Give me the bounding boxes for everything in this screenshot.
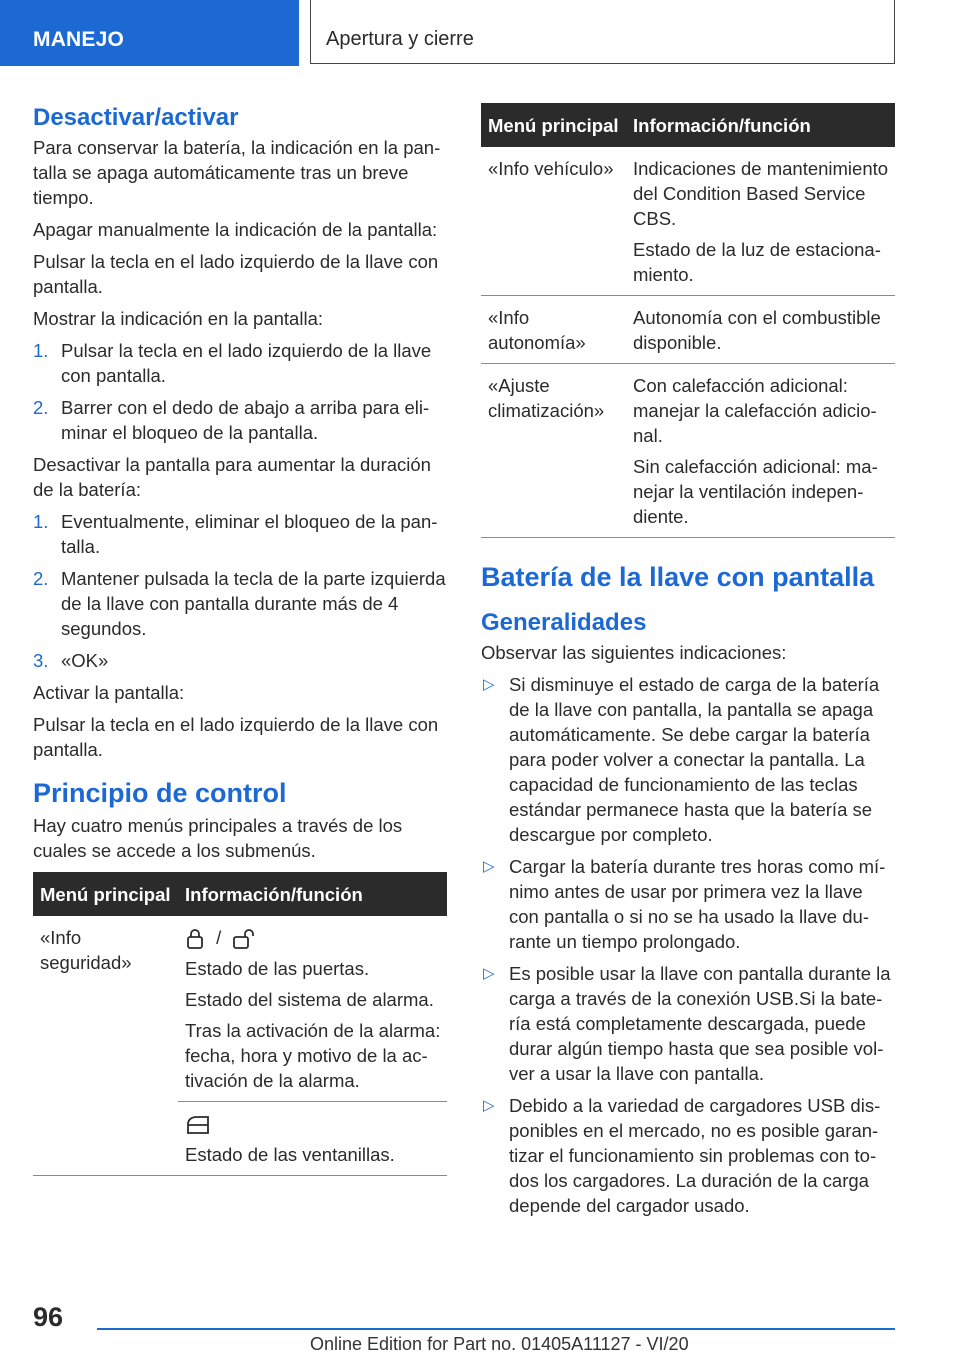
table-row — [33, 916, 447, 1102]
paragraph: Activar la pantalla: — [33, 682, 185, 703]
icon-line — [185, 1111, 441, 1136]
cell-text: Tras la activación de la alarma: fecha, hora y motivo de la activación de la alarma. — [185, 1020, 441, 1092]
list-text: «OK» — [61, 650, 109, 671]
table-cell-menu: «Info seguridad» — [40, 927, 132, 973]
triangle-bullet-icon: ▷ — [483, 1097, 495, 1114]
cell-text: Indicaciones de mantenimiento del Condition Based Service CBS. — [633, 158, 889, 229]
table-cell-info — [626, 296, 895, 364]
heading-bateria: Batería de la llave con pantalla — [481, 562, 875, 592]
table-header-info: Información/función — [178, 872, 447, 916]
cell-text: Estado del sistema de alarma. — [185, 989, 434, 1011]
list-text: Mantener pulsada la tecla de la parte izquierda de la llave con pantalla durante más de 4 segundos. — [61, 568, 446, 639]
list-number: 3. — [33, 650, 49, 671]
list-item — [481, 961, 895, 1086]
table-cell-menu: «Info autonomía» — [481, 296, 626, 364]
window-icon — [185, 1114, 211, 1136]
paragraph: Pulsar la tecla en el lado izquierdo de la llave con pantalla. — [33, 714, 439, 760]
cell-text: Autonomía con el combustible disponible. — [633, 307, 881, 353]
triangle-bullet-icon: ▷ — [483, 858, 495, 875]
icon-separator: / — [216, 927, 222, 948]
list-text: Cargar la batería durante tres horas como mínimo antes de usar por primera vez la llave con pantalla o si no se ha usado la llave durante un tiempo prolongado. — [509, 856, 886, 952]
list-item — [481, 1093, 895, 1218]
table-row — [33, 1102, 447, 1176]
triangle-bullet-icon: ▷ — [483, 676, 495, 693]
bullet-list — [481, 672, 895, 1218]
list-number: 1. — [33, 340, 49, 361]
list-item — [33, 338, 447, 388]
table-cell-menu — [33, 1102, 178, 1176]
paragraph: Para conservar la batería, la indicación en la pantalla se apaga automáticamente tras un breve tiempo. — [33, 137, 441, 208]
cell-text: Estado de las puertas. — [185, 958, 370, 980]
heading-desactivar: Desactivar/activar — [33, 104, 239, 131]
menu-table-right — [481, 103, 895, 538]
list-number: 2. — [33, 568, 49, 589]
list-text: Si disminuye el estado de carga de la batería de la llave con pantalla, la pantalla se apaga automáticamente. Se debe cargar la batería para poder volver a conectar la pantalla. La capacidad de funcionamiento de las teclas estándar permanece hasta que la batería se descargue por completo. — [509, 674, 880, 845]
list-item — [481, 672, 895, 847]
cell-text: Con calefacción adicional: manejar la calefacción adicional. — [633, 375, 877, 446]
table-cell-info — [626, 364, 895, 538]
table-row — [481, 147, 895, 296]
locked-door-icon — [185, 928, 205, 950]
paragraph: Observar las siguientes indicaciones: — [481, 642, 787, 663]
paragraph: Desactivar la pantalla para aumentar la duración de la batería: — [33, 454, 431, 500]
list-text: Es posible usar la llave con pantalla durante la carga a través de la conexión USB.Si la batería está completamente descargada, puede durar algún tiempo hasta que sea posible volver a usar la llave con pantalla. — [509, 963, 891, 1084]
table-header-info: Información/función — [626, 103, 895, 147]
list-item — [33, 648, 447, 673]
table-cell-menu: «Info vehículo» — [481, 147, 626, 296]
list-number: 2. — [33, 397, 49, 418]
list-text: Pulsar la tecla en el lado izquierdo de la llave con pantalla. — [61, 340, 432, 386]
heading-principio: Principio de control — [33, 778, 287, 808]
cell-text: Estado de la luz de estacionamiento. — [633, 239, 881, 285]
footer-rule — [97, 1328, 895, 1330]
table-row — [481, 296, 895, 364]
footer-edition: Online Edition for Part no. 01405A11127 - VI/20 — [310, 1334, 689, 1354]
list-item — [33, 395, 447, 445]
list-number: 1. — [33, 511, 49, 532]
paragraph: Pulsar la tecla en el lado izquierdo de la llave con pantalla. — [33, 251, 439, 297]
table-cell-info — [178, 1102, 447, 1176]
list-item — [481, 854, 895, 954]
list-item — [33, 566, 447, 641]
header-section-tab — [0, 0, 299, 66]
page-number: 96 — [33, 1302, 64, 1332]
paragraph: Mostrar la indicación en la pantalla: — [33, 308, 323, 329]
cell-text: Sin calefacción adicional: manejar la ventilación independiente. — [633, 456, 878, 527]
header-section-title: MANEJO — [33, 28, 125, 51]
numbered-list — [33, 338, 447, 445]
cell-text: Estado de las ventanillas. — [185, 1144, 395, 1166]
table-cell-menu: «Ajuste climatización» — [481, 364, 626, 538]
left-column — [33, 103, 447, 1176]
header-topic-title: Apertura y cierre — [326, 28, 474, 50]
paragraph: Hay cuatro menús principales a través de los cuales se accede a los submenús. — [33, 815, 403, 861]
list-text: Eventualmente, eliminar el bloqueo de la pantalla. — [61, 511, 438, 557]
header-topic-box — [310, 0, 895, 64]
menu-table-left — [33, 872, 447, 1176]
table-header-menu: Menú principal — [481, 103, 626, 147]
list-text: Barrer con el dedo de abajo a arriba para eliminar el bloqueo de la pantalla. — [61, 397, 430, 443]
list-item — [33, 509, 447, 559]
paragraph: Apagar manualmente la indicación de la pantalla: — [33, 219, 438, 240]
table-row — [481, 364, 895, 538]
triangle-bullet-icon: ▷ — [483, 965, 495, 982]
table-header-menu: Menú principal — [33, 872, 178, 916]
table-cell-info — [626, 147, 895, 296]
heading-generalidades: Generalidades — [481, 609, 647, 636]
table-cell-info — [178, 916, 447, 1102]
list-text: Debido a la variedad de cargadores USB disponibles en el mercado, no es posible garantizar el funcionamiento sin problemas con todos los cargadores. La duración de la carga depende del cargador usado. — [509, 1095, 881, 1216]
numbered-list — [33, 509, 447, 673]
right-column — [481, 103, 895, 1225]
unlocked-door-icon — [232, 928, 258, 950]
icon-line — [185, 925, 441, 950]
